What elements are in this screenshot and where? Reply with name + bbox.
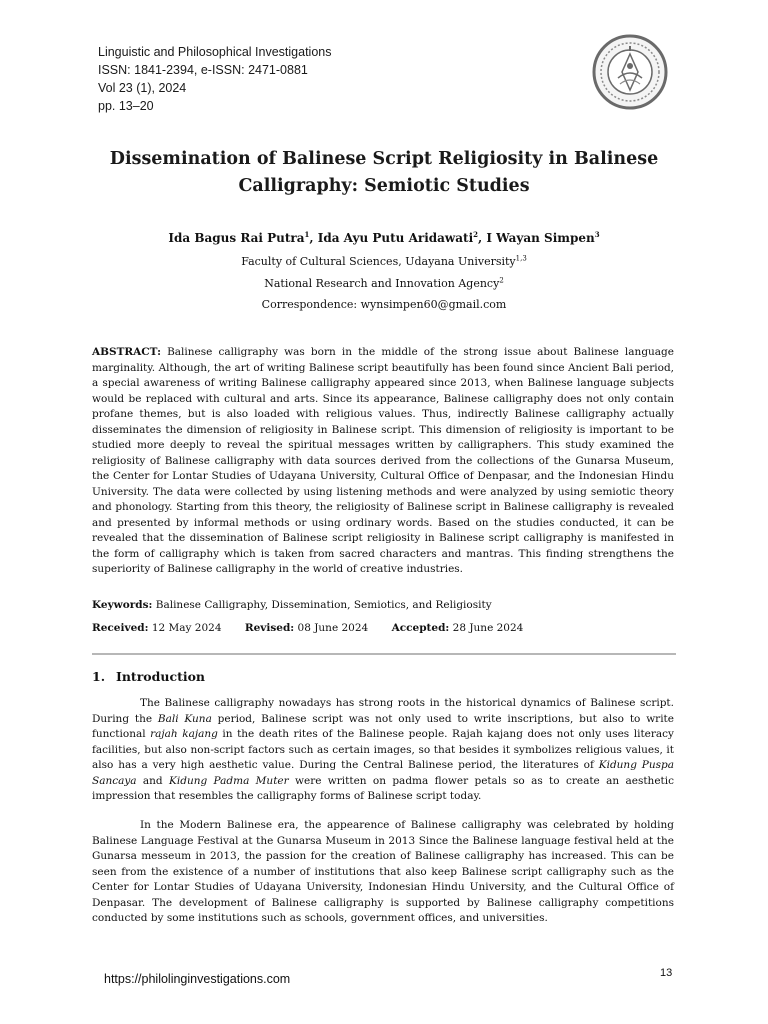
journal-header <box>98 43 331 115</box>
section-number: 1. <box>92 669 106 684</box>
author-separator: , <box>478 231 487 245</box>
correspondence-email: Correspondence: wynsimpen60@gmail.com <box>261 298 507 311</box>
article-dates <box>92 621 674 637</box>
keywords <box>92 598 674 614</box>
paper-title-line-1: Dissemination of Balinese Script Religiosity in Balinese <box>109 149 659 169</box>
affiliation-mark: 1,3 <box>515 254 527 263</box>
section-heading <box>92 669 205 684</box>
text-run: in the death rites of the Balinese people. Rajah kajang does not only uses literacy facilities, but also non-script factors such as certain images, so that besides it symbolizes religious values, it also has a very high aesthetic value. During the Central Balinese period, the literatures of <box>92 728 674 771</box>
body-paragraph-1 <box>92 696 674 805</box>
affiliation-mark: 2 <box>499 276 504 285</box>
text-run: The Balinese calligraphy nowadays has strong roots in the historical dynamics of Balinese script. During the <box>92 697 674 725</box>
journal-pages: pp. 13–20 <box>98 99 154 113</box>
correspondence <box>92 298 676 311</box>
author-affiliation-mark: 3 <box>594 230 600 239</box>
revised-date <box>245 622 378 634</box>
author-name: Ida Bagus Rai Putra <box>168 231 305 245</box>
abstract-label: ABSTRACT: <box>92 346 161 358</box>
accepted-value: 28 June 2024 <box>452 622 524 634</box>
italic-term: Kidung Padma Muter <box>169 774 289 787</box>
text-run: period, Balinese script was not only used to write inscriptions, but also to write functional <box>92 712 674 740</box>
italic-term: Kidung Puspa Sancaya <box>92 759 674 787</box>
received-label: Received: <box>92 622 149 634</box>
keywords-text: Balinese Calligraphy, Dissemination, Semiotics, and Religiosity <box>155 599 492 611</box>
accepted-label: Accepted: <box>391 622 450 634</box>
abstract-text: Balinese calligraphy was born in the middle of the strong issue about Balinese language marginality. Although, the art of writing Balinese script beautifully has been found since Ancient Bali period, a special awareness of writing Balinese calligraphy appeared since 2013, when Balinese language subjects would be replaced with cultural and arts. Since its appearance, Balinese calligraphy does not only contain profane themes, but is also loaded with religious values. Thus, indirectly Balinese calligraphy actually disseminates the dimension of religiosity in Balinese script. This dimension of religiosity is important to be studied more deeply to reveal the spiritual messages written by calligraphers. This study examined the religiosity of Balinese calligraphy with data sources derived from the collections of the Gunarsa Museum, the Center for Lontar Studies of Udayana University, Cultural Office of Denpasar, and the Indonesian Hindu University. The data were collected by using listening methods and were analyzed by using semiotic theory and phonology. Starting from this theory, the religiosity of Balinese script in Balinese calligraphy is revealed and presented by informal methods or using ordinary words. Based on the studies conducted, it can be revealed that the dissemination of Balinese script religiosity in Balinese script calligraphy is manifested in the form of calligraphy which is taken from sacred characters and mantras. This finding strengthens the superiority of Balinese calligraphy in the world of creative industries. <box>92 346 674 575</box>
journal-volume: Vol 23 (1), 2024 <box>98 81 187 95</box>
text-run: and <box>136 774 170 787</box>
author-affiliation-mark: 2 <box>473 230 479 239</box>
author-list <box>92 231 676 245</box>
affiliation-text: National Research and Innovation Agency <box>264 277 500 290</box>
author-separator: , <box>309 231 318 245</box>
received-value: 12 May 2024 <box>151 622 222 634</box>
journal-emblem-icon <box>590 32 670 112</box>
italic-term: Bali Kuna <box>157 712 212 725</box>
text-run: In the Modern Balinese era, the appearence of Balinese calligraphy was celebrated by holding Balinese Language Festival at the Gunarsa Museum in 2013 Since the Balinese language festival held at the Gunarsa messeum in 2013, the passion for the creation of Balinese calligraphy has increased. This can be seen from the existence of a number of institutions that also keep Balinese script calligraphy such as the Center for Lontar Studies of Udayana University, Indonesian Hindu University, and the Cultural Office of Denpasar. The development of Balinese calligraphy is supported by Balinese calligraphy competitions conducted by some institutions such as schools, government offices, and universities. <box>92 819 674 924</box>
received-date <box>92 622 232 634</box>
text-run: were written on padma flower petals so as to create an aesthetic impression that resembles the calligraphy forms of Balinese script today. <box>92 774 674 802</box>
affiliation-text: Faculty of Cultural Sciences, Udayana University <box>241 255 516 268</box>
author-name: Ida Ayu Putu Aridawati <box>317 231 474 245</box>
accepted-date <box>392 622 534 634</box>
revised-value: 08 June 2024 <box>297 622 369 634</box>
italic-term: rajah kajang <box>150 728 218 740</box>
footer-url: https://philolinginvestigations.com <box>104 972 291 986</box>
journal-name: Linguistic and Philosophical Investigations <box>98 45 332 59</box>
paper-title-line-2: Calligraphy: Semiotic Studies <box>238 176 530 196</box>
paper-title <box>92 146 676 200</box>
keywords-label: Keywords: <box>92 599 153 611</box>
author-affiliation-mark: 1 <box>304 230 310 239</box>
author-name: I Wayan Simpen <box>486 231 595 245</box>
body-paragraph-2 <box>92 818 674 927</box>
section-divider <box>92 653 676 655</box>
revised-label: Revised: <box>244 622 295 634</box>
affiliation-2 <box>92 277 676 290</box>
abstract <box>92 345 674 578</box>
page-number: 13 <box>660 967 673 979</box>
affiliation-1 <box>92 255 676 268</box>
journal-issn: ISSN: 1841-2394, e-ISSN: 2471-0881 <box>98 63 308 77</box>
section-title: Introduction <box>116 669 206 684</box>
